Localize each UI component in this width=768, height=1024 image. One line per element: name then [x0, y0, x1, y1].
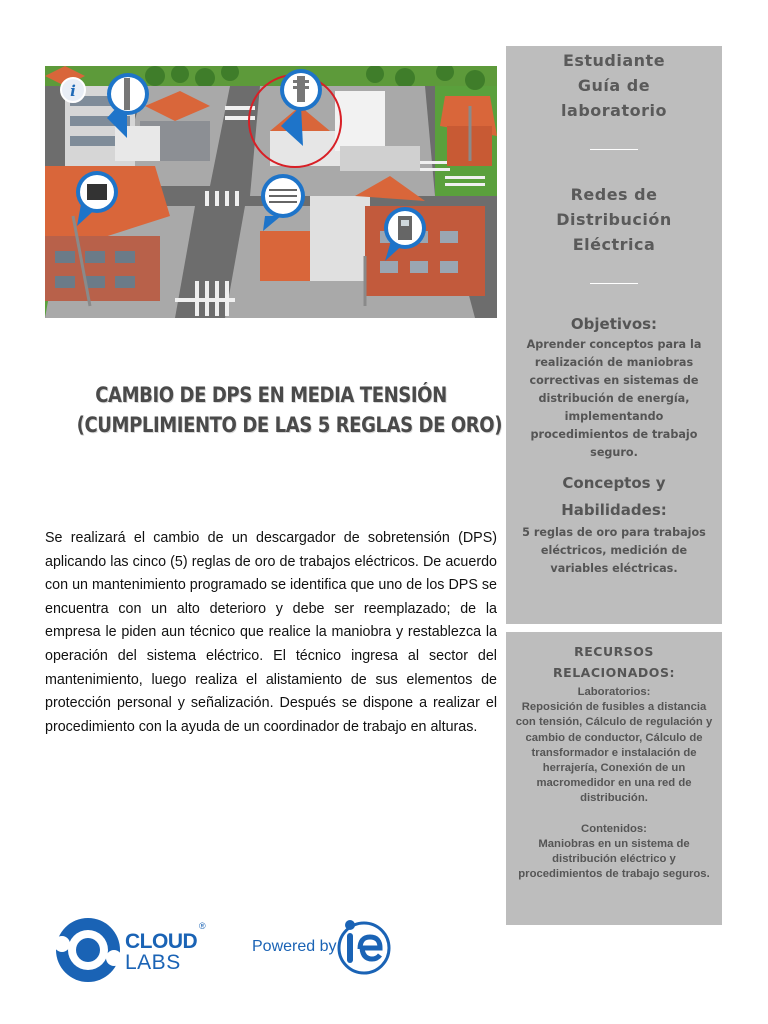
labs-list: Reposición de fusibles a distancia con tensión, Cálculo de regulación y cambio de conductor, Cálculo de transformador e instalación de herrajería, Conexión de un macromedidor en una red de distribución.	[515, 701, 713, 805]
page-title	[76, 380, 503, 440]
logo-text-labs: LABS	[125, 951, 181, 974]
resources-title-2: RELACIONADOS:	[553, 665, 675, 680]
guide-heading-2: Guía de	[577, 76, 651, 95]
course-title-2: Distribución	[556, 210, 672, 229]
guide-heading-3: laboratorio	[561, 101, 667, 120]
svg-text:i: i	[70, 82, 76, 100]
title-line-1: CAMBIO DE DPS EN MEDIA TENSIÓN	[95, 383, 447, 407]
city-illustration	[45, 66, 497, 318]
course-title-3: Eléctrica	[572, 235, 656, 254]
labs-label: Laboratorios:	[577, 686, 651, 698]
objectives-title: Objetivos:	[570, 315, 658, 333]
guide-heading-1: Estudiante	[562, 51, 666, 70]
ie-logo-icon	[330, 915, 392, 977]
contents-list: Maniobras en un sistema de distribución eléctrico y procedimientos de trabajo seguros.	[518, 837, 710, 881]
concepts-text: 5 reglas de oro para trabajos eléctricos, medición de variables eléctricas.	[522, 526, 706, 575]
concepts-title-2: Habilidades:	[561, 501, 667, 519]
resources-title-1: RECURSOS	[574, 644, 654, 659]
description-paragraph: Se realizará el cambio de un descargador de sobretensión (DPS) aplicando las cinco (5) reglas de oro de trabajos eléctricos. De acuerdo con un mantenimiento programado se identifica que uno de los DPS se encuentra con un alto deterioro y debe ser reemplazado; de la empresa le piden aun técnico que realice la maniobra y restablezca la operación del sistema eléctrico. El técnico ingresa al sector del mantenimiento, luego realiza el alistamiento de sus elementos de protección personal y señalización. Después se dispone a realizar el procedimiento con la ayuda de un coordinador de trabajo en alturas.	[45, 530, 497, 735]
contents-label: Contenidos:	[581, 822, 647, 835]
course-title-1: Redes de	[570, 185, 658, 204]
powered-by-label: Powered by	[252, 938, 337, 955]
logo-text-cloud: CLOUD	[125, 930, 198, 953]
concepts-title-1: Conceptos y	[562, 474, 666, 492]
registered-mark: ®	[199, 921, 206, 931]
related-resources-panel	[506, 632, 722, 925]
title-line-2: (CUMPLIMIENTO DE LAS 5 REGLAS DE ORO)	[76, 413, 503, 437]
student-guide-panel	[506, 46, 722, 624]
city-scene	[45, 66, 497, 318]
objectives-text: Aprender conceptos para la realización de maniobras correctivas en sistemas de distribución de energía, implementando procedimientos de trabajo seguro.	[526, 338, 702, 459]
